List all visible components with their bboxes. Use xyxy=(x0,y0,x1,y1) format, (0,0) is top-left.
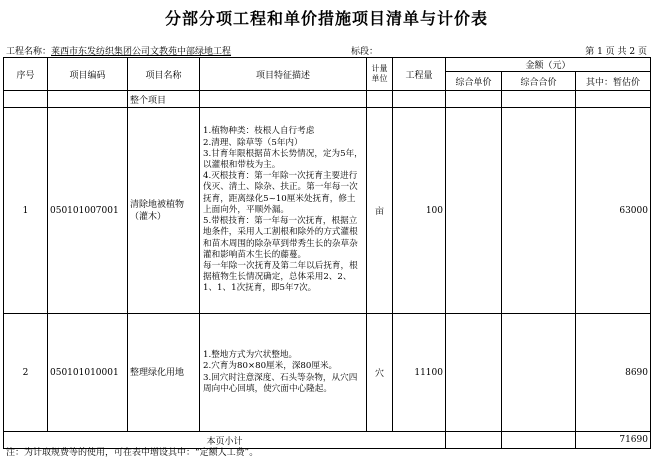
desc-line: 3.回穴时注意深度、石头等杂物，从穴四周向中心回填，使穴面中心隆起。 xyxy=(203,372,358,394)
bill-table xyxy=(3,57,651,449)
row-code: 050101010001 xyxy=(48,314,128,432)
meta-bar xyxy=(6,44,647,56)
desc-line: 3.甘育年限根据苗木长势情况，定为5年，以灌根和带枝为主。 xyxy=(203,148,363,171)
section-label: 标段： xyxy=(351,47,379,57)
subtotal-label: 本页小计 xyxy=(4,432,446,449)
desc-line: 1.植物种类：枝根人自行考虑 xyxy=(203,126,315,137)
row-code: 050101007001 xyxy=(48,108,128,314)
header-name: 项目名称 xyxy=(128,58,200,91)
header-est: 其中：暂估价 xyxy=(576,72,651,91)
row-total xyxy=(502,108,576,314)
row-name: 清除地被植物（灌木） xyxy=(128,108,200,314)
section-title: 整个项目 xyxy=(128,91,200,108)
row-est: 8690 xyxy=(576,314,651,432)
table-row xyxy=(4,108,651,314)
header-total: 综合合价 xyxy=(502,72,576,91)
row-unit-price xyxy=(446,314,502,432)
desc-line: 5.带根技育：第一年每一次抚育，根据立地条件，采用人工割根和除外的方式灌根和苗木周围的除杂草到带秀生长的杂草杂灌和影响苗木生长的藤蔓。 xyxy=(203,216,358,260)
table-row xyxy=(4,314,651,432)
subtotal-value: 71690 xyxy=(576,432,651,449)
row-unit: 穴 xyxy=(367,314,393,432)
page-title: 分部分项工程和单价措施项目清单与计价表 xyxy=(164,9,488,28)
row-qty: 100 xyxy=(393,108,446,314)
project-info xyxy=(6,44,231,57)
desc-line: 2.清理、除草等（5年内） xyxy=(203,137,303,148)
desc-line: 4.灭根技育：第一年除一次抚育主要进行伐灭、清土、除杂、扶正。第一年每一次抚育，距离绿化5~10厘米处抚育，修土上面向外，平顺外漏。 xyxy=(203,171,358,215)
header-amount: 金额（元） xyxy=(446,58,651,72)
row-desc xyxy=(200,314,367,432)
footnote: 注：为计取规费等的使用，可在表中增设其中：“定额人工费”。 xyxy=(6,448,259,458)
desc-line: 每一年除一次抚育及第二年以后抚育，根据植物生长情况确定，总体采用2、2、1、1、1次抚育，即5年7次。 xyxy=(203,260,358,294)
header-row-1 xyxy=(4,58,651,72)
header-code: 项目编码 xyxy=(48,58,128,91)
row-total xyxy=(502,314,576,432)
header-unit: 计量单位 xyxy=(367,58,393,91)
page-info: 第 1 页 共 2 页 xyxy=(585,47,647,57)
header-qty: 工程量 xyxy=(393,58,446,91)
row-unit: 亩 xyxy=(367,108,393,314)
row-name: 整理绿化用地 xyxy=(128,314,200,432)
desc-line: 1.整地方式为穴状整地。 xyxy=(203,350,298,361)
row-qty: 11100 xyxy=(393,314,446,432)
header-unit-price: 综合单价 xyxy=(446,72,502,91)
header-seq: 序号 xyxy=(4,58,48,91)
section-row xyxy=(4,91,651,108)
row-est: 63000 xyxy=(576,108,651,314)
row-seq: 2 xyxy=(4,314,48,432)
project-name: 莱西市东发纺织集团公司文教苑中部绿地工程 xyxy=(51,47,232,57)
row-unit-price xyxy=(446,108,502,314)
row-desc xyxy=(200,108,367,314)
desc-line: 2.穴育为80×80厘米，深80厘米。 xyxy=(203,361,338,372)
header-desc: 项目特征描述 xyxy=(200,58,367,91)
row-seq: 1 xyxy=(4,108,48,314)
project-label: 工程名称： xyxy=(6,47,52,57)
